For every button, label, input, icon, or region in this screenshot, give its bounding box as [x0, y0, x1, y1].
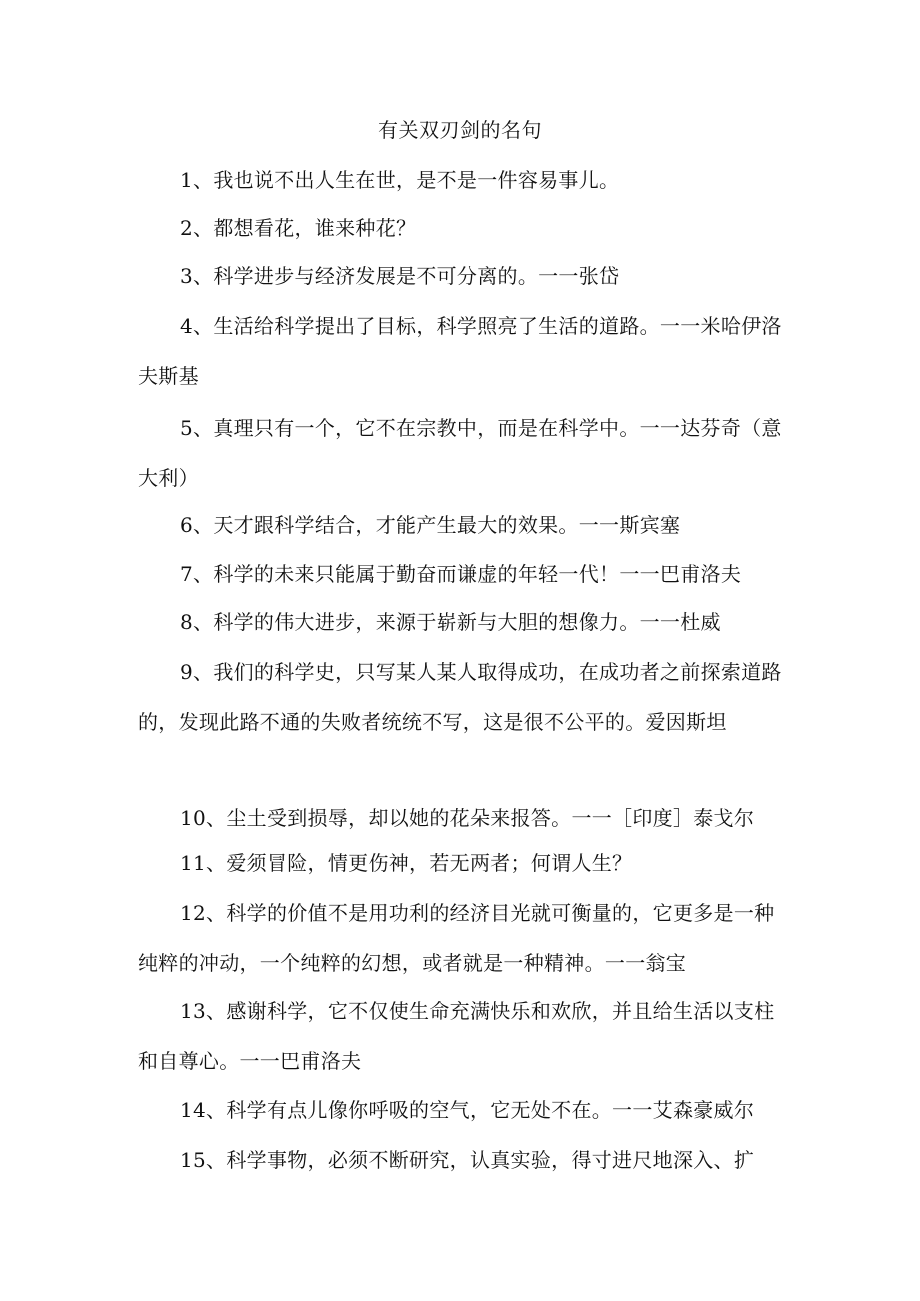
quote-13: 13、感谢科学，它不仅使生命充满快乐和欢欣，并且给生活以支柱和自尊心。一一巴甫洛夫	[138, 999, 775, 1073]
quote-9: 9、我们的科学史，只写某人某人取得成功，在成功者之前探索道路的，发现此路不通的失败者统统不写，这是很不公平的。爱因斯坦	[138, 660, 782, 734]
quote-14: 14、科学有点儿像你呼吸的空气，它无处不在。一一艾森豪威尔	[180, 1098, 755, 1122]
quote-11: 11、爱须冒险，情更伤神，若无两者；何谓人生？	[180, 851, 633, 875]
quote-6: 6、天才跟科学结合，才能产生最大的效果。一一斯宾塞	[180, 513, 681, 537]
quote-12: 12、科学的价值不是用功利的经济目光就可衡量的，它更多是一种纯粹的冲动，一个纯粹的幻想，或者就是一种精神。一一翁宝	[138, 901, 775, 975]
quote-10: 10、尘土受到损辱，却以她的花朵来报答。一一［印度］泰戈尔	[180, 806, 755, 830]
quote-15: 15、科学事物，必须不断研究，认真实验，得寸进尺地深入、扩	[180, 1148, 755, 1172]
quote-5: 5、真理只有一个，它不在宗教中，而是在科学中。一一达芬奇（意大利）	[138, 416, 782, 490]
quote-8: 8、科学的伟大进步，来源于崭新与大胆的想像力。一一杜威	[180, 610, 721, 634]
quote-4: 4、生活给科学提出了目标，科学照亮了生活的道路。一一米哈伊洛夫斯基	[138, 314, 782, 388]
quote-3: 3、科学进步与经济发展是不可分离的。一一张岱	[180, 264, 620, 288]
quote-2: 2、都想看花，谁来种花？	[180, 216, 417, 240]
page-title: 有关双刃剑的名句	[378, 118, 542, 142]
quote-1: 1、我也说不出人生在世，是不是一件容易事儿。	[180, 168, 620, 192]
quote-7: 7、科学的未来只能属于勤奋而谦虚的年轻一代！一一巴甫洛夫	[180, 562, 742, 586]
